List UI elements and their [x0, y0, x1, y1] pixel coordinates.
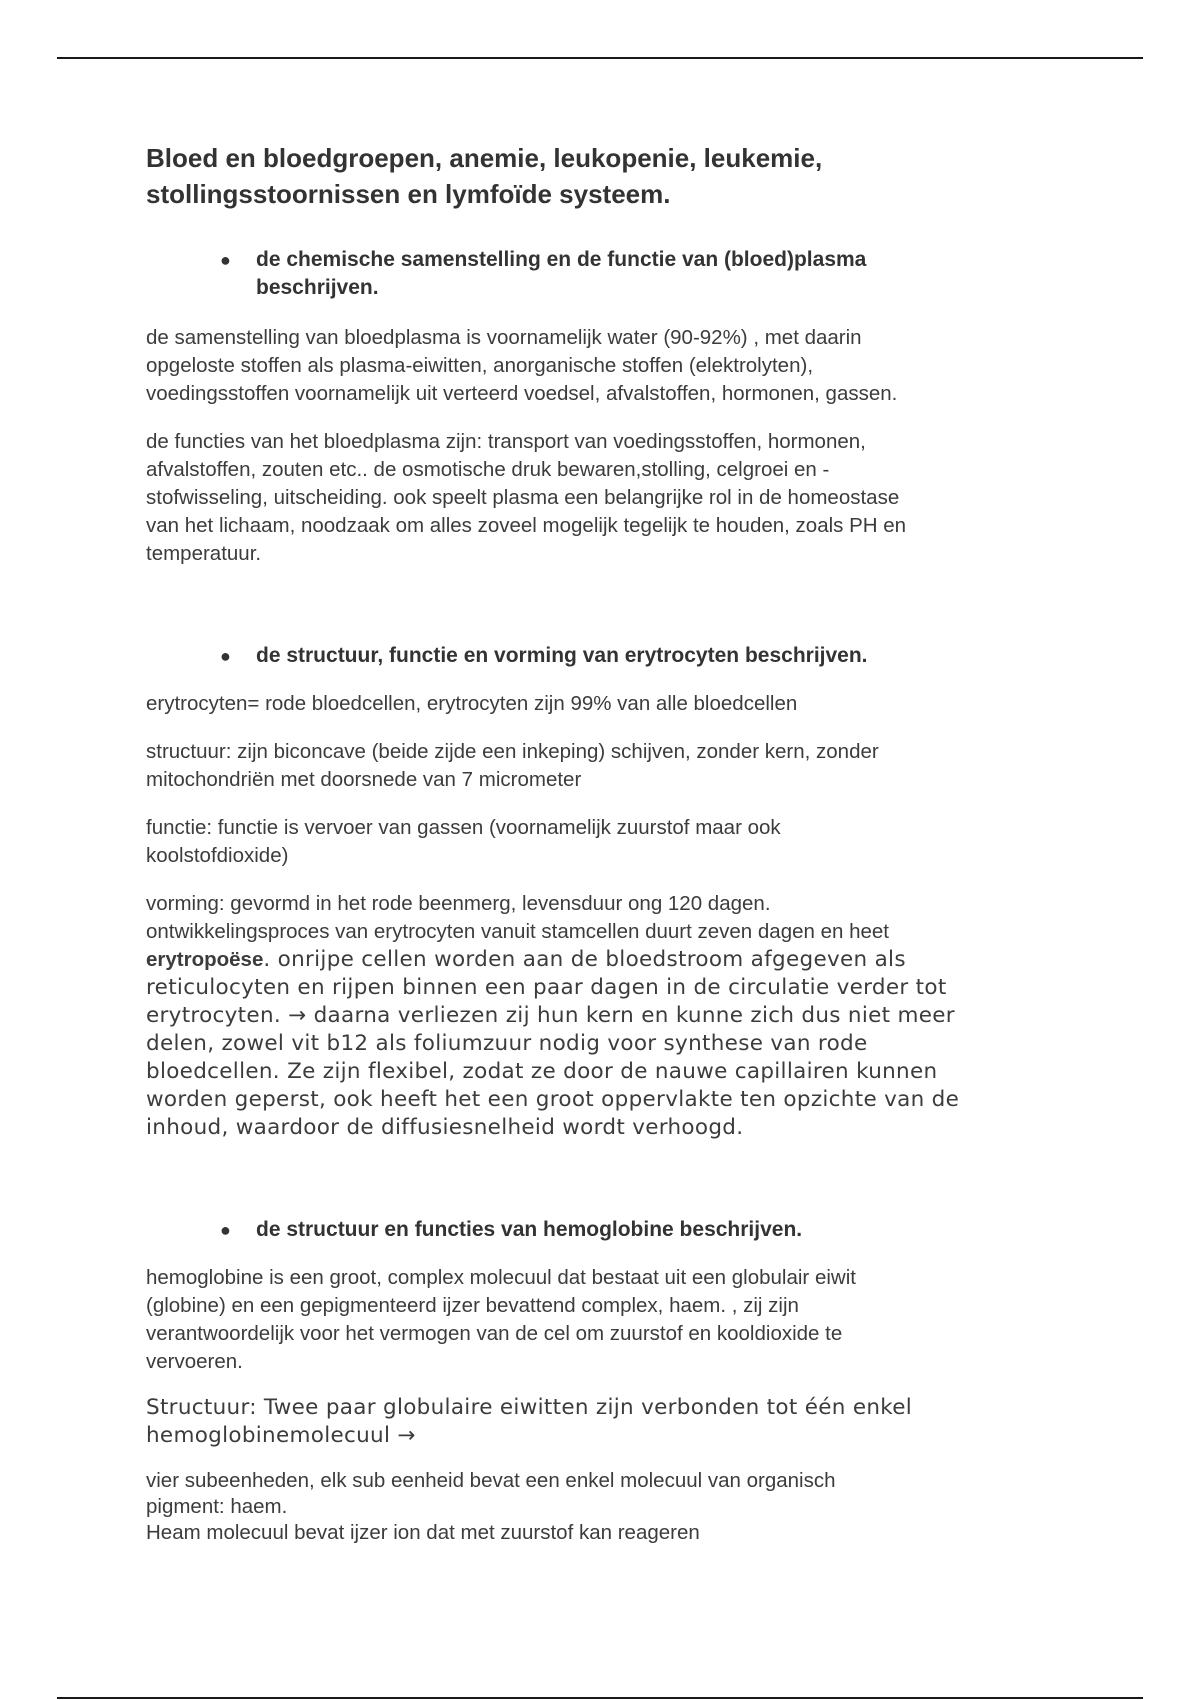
paragraph-hemoglobine	[146, 1264, 1046, 1376]
text-span: . onrijpe cellen worden aan de bloedstroom afgegeven als	[263, 947, 906, 972]
section-heading-hemoglobine	[146, 1216, 1046, 1244]
text-line: mitochondriën met doorsnede van 7 micrometer	[146, 768, 582, 791]
text-line: erytrocyten. → daarna verliezen zij hun kern en kunne zich dus niet meer	[146, 1003, 955, 1028]
text-line: de samenstelling van bloedplasma is voornamelijk water (90-92%) , met daarin	[146, 326, 862, 349]
bold-term: erytropoëse	[146, 948, 264, 971]
text-line: vervoeren.	[146, 1350, 243, 1373]
text-line: vier subeenheden, elk sub eenheid bevat een enkel molecuul van organisch	[146, 1469, 836, 1492]
text-line: verantwoordelijk voor het vermogen van de cel om zuurstof en kooldioxide te	[146, 1322, 843, 1345]
paragraph-subeenheden	[146, 1468, 1046, 1546]
text-line: opgeloste stoffen als plasma-eiwitten, anorganische stoffen (elektrolyten),	[146, 354, 814, 377]
text-line: hemoglobine is een groot, complex molecuul dat bestaat uit een globulair eiwit	[146, 1266, 856, 1289]
text-line: ontwikkelingsproces van erytrocyten vanuit stamcellen duurt zeven dagen en heet	[146, 920, 889, 943]
section-heading-erytrocyten	[146, 642, 1046, 670]
title-line: Bloed en bloedgroepen, anemie, leukopenie, leukemie,	[146, 143, 823, 173]
bullet-icon: ●	[220, 1220, 231, 1240]
bullet-icon: ●	[220, 646, 231, 666]
text-line: afvalstoffen, zouten etc.. de osmotische druk bewaren,stolling, celgroei en -	[146, 458, 830, 481]
text-line: Heam molecuul bevat ijzer ion dat met zuurstof kan reageren	[146, 1521, 700, 1544]
text-line: reticulocyten en rijpen binnen een paar dagen in de circulatie verder tot	[146, 975, 947, 1000]
paragraph-structuur-hemoglobine	[146, 1394, 1046, 1450]
text-line: Structuur: Twee paar globulaire eiwitten zijn verbonden tot één enkel	[146, 1395, 913, 1420]
heading-line: de chemische samenstelling en de functie van (bloed)plasma	[256, 248, 867, 271]
text-line: koolstofdioxide)	[146, 844, 289, 867]
bottom-rule	[57, 1697, 1143, 1699]
paragraph-erytrocyten-def	[146, 690, 1046, 718]
text-line: voedingsstoffen voornamelijk uit verteerd voedsel, afvalstoffen, hormonen, gassen.	[146, 382, 898, 405]
text-line: hemoglobinemolecuul →	[146, 1423, 416, 1448]
section-heading-plasma	[146, 246, 1046, 302]
title-line: stollingsstoornissen en lymfoïde systeem.	[146, 179, 671, 209]
text-line: van het lichaam, noodzaak om alles zoveel mogelijk tegelijk te houden, zoals PH en	[146, 514, 907, 537]
paragraph-functie	[146, 814, 1046, 870]
text-line	[146, 946, 1046, 974]
text-line: functie: functie is vervoer van gassen (voornamelijk zuurstof maar ook	[146, 816, 781, 839]
text-line: structuur: zijn biconcave (beide zijde een inkeping) schijven, zonder kern, zonder	[146, 740, 879, 763]
text-line: (globine) en een gepigmenteerd ijzer bevattend complex, haem. , zij zijn	[146, 1294, 799, 1317]
text-line: vorming: gevormd in het rode beenmerg, levensduur ong 120 dagen.	[146, 892, 771, 915]
text-line: temperatuur.	[146, 542, 262, 565]
text-line: bloedcellen. Ze zijn flexibel, zodat ze door de nauwe capillairen kunnen	[146, 1059, 938, 1084]
paragraph-structuur	[146, 738, 1046, 794]
paragraph-vorming	[146, 890, 1046, 1142]
paragraph-samenstelling	[146, 324, 1046, 408]
paragraph-functies	[146, 428, 1046, 568]
document-body	[146, 140, 1046, 1546]
top-rule	[57, 57, 1143, 59]
heading-line: de structuur en functies van hemoglobine beschrijven.	[256, 1218, 803, 1241]
heading-line: beschrijven.	[256, 276, 379, 299]
page-title	[146, 140, 1046, 212]
heading-line: de structuur, functie en vorming van erytrocyten beschrijven.	[256, 644, 868, 667]
text-line: de functies van het bloedplasma zijn: transport van voedingsstoffen, hormonen,	[146, 430, 866, 453]
bullet-icon: ●	[220, 250, 231, 270]
text-line: delen, zowel vit b12 als foliumzuur nodig voor synthese van rode	[146, 1031, 868, 1056]
text-line: erytrocyten= rode bloedcellen, erytrocyten zijn 99% van alle bloedcellen	[146, 692, 798, 715]
text-line: pigment: haem.	[146, 1495, 288, 1518]
text-line: inhoud, waardoor de diffusiesnelheid wordt verhoogd.	[146, 1115, 744, 1140]
text-line: stofwisseling, uitscheiding. ook speelt plasma een belangrijke rol in de homeostase	[146, 486, 900, 509]
text-line: worden geperst, ook heeft het een groot oppervlakte ten opzichte van de	[146, 1087, 960, 1112]
